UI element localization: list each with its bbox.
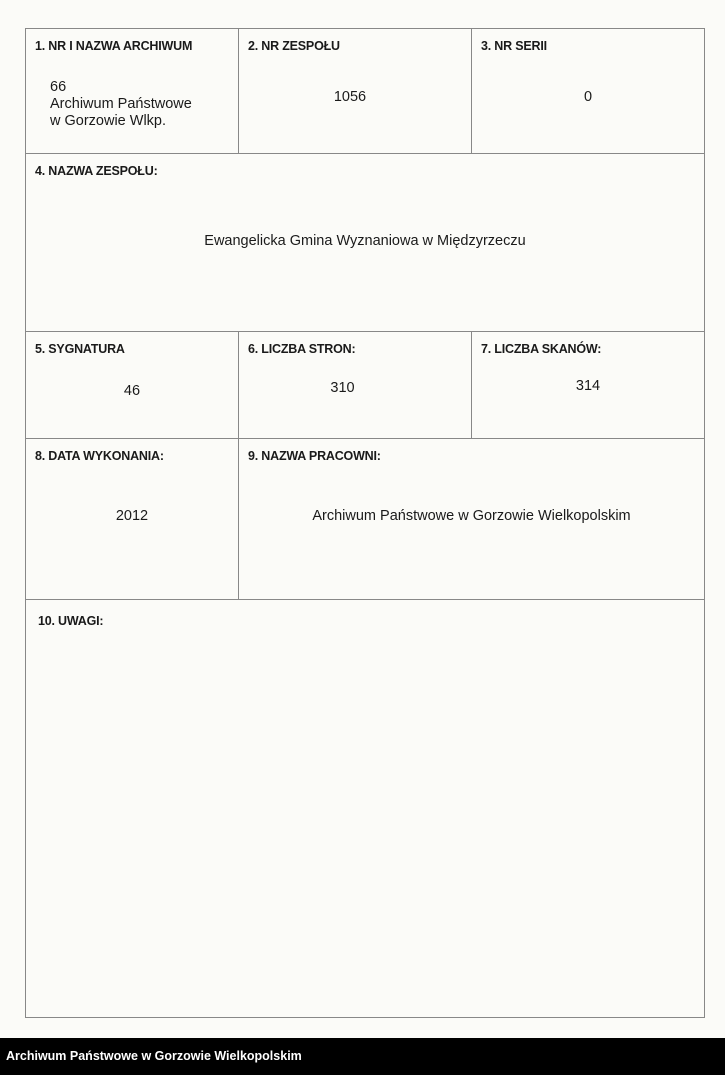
archive-name-line2: w Gorzowie Wlkp. <box>50 113 167 129</box>
archive-name-line1: Archiwum Państwowe <box>50 96 192 112</box>
field-label: 10. UWAGI: <box>38 614 104 628</box>
field-value: 310 <box>330 380 355 396</box>
field-label: 6. LICZBA STRON: <box>248 342 356 356</box>
field-value: 1056 <box>333 89 367 105</box>
field-fonds-number <box>238 28 472 154</box>
field-value: 46 <box>123 383 141 399</box>
field-label: 1. NR I NAZWA ARCHIWUM <box>35 39 193 53</box>
field-label: 2. NR ZESPOŁU <box>248 39 340 53</box>
archive-number: 66 <box>50 79 67 95</box>
field-series-number <box>471 28 705 154</box>
field-label: 9. NAZWA PRACOWNI: <box>248 449 381 463</box>
field-label: 7. LICZBA SKANÓW: <box>481 342 602 356</box>
field-archive <box>25 28 239 154</box>
field-label: 5. SYGNATURA <box>35 342 125 356</box>
field-signature <box>25 331 239 439</box>
field-value: 314 <box>575 378 601 394</box>
field-label: 3. NR SERII <box>481 39 547 53</box>
field-date <box>25 438 239 600</box>
field-label: 8. DATA WYKONANIA: <box>35 449 164 463</box>
field-value: Ewangelicka Gmina Wyznaniowa w Międzyrzeczu <box>204 233 526 249</box>
field-remarks <box>25 599 705 1018</box>
archive-value <box>50 79 192 130</box>
field-value: 0 <box>583 89 593 105</box>
field-value: 2012 <box>115 508 149 524</box>
field-label: 4. NAZWA ZESPOŁU: <box>35 164 158 178</box>
field-page-count <box>238 331 472 439</box>
field-fonds-name <box>25 153 705 332</box>
field-scan-count <box>471 331 705 439</box>
field-workshop <box>238 438 705 600</box>
field-value: Archiwum Państwowe w Gorzowie Wielkopolskim <box>312 508 631 524</box>
footer-bar: Archiwum Państwowe w Gorzowie Wielkopolskim <box>0 1038 725 1075</box>
